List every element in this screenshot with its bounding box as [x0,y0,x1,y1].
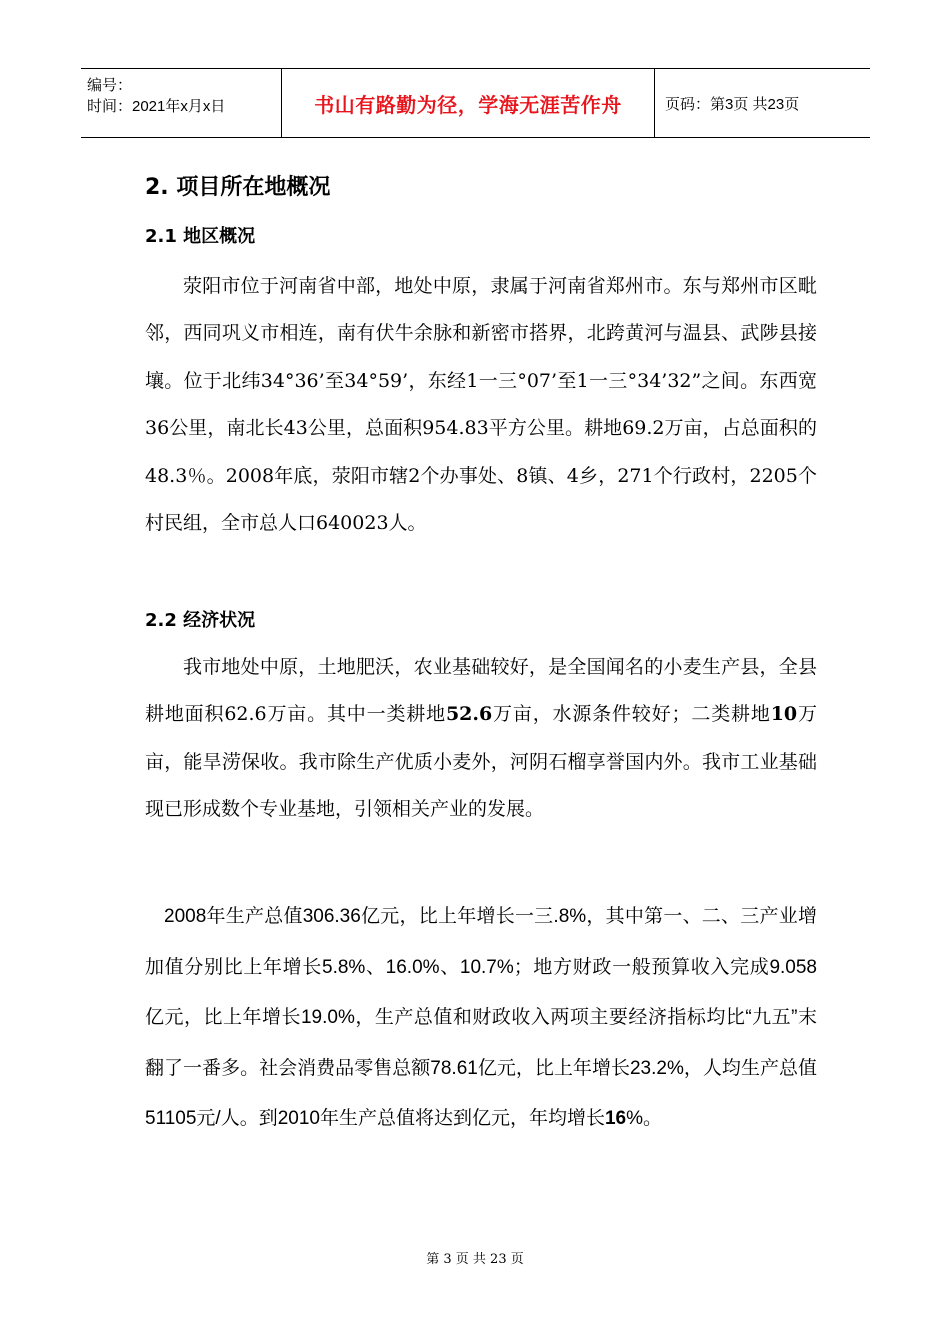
paragraph-economy-2 [145,892,817,1145]
economy-1-text-a: 我市地处中原，土地肥沃，农业基础较好，是全国闻名的小麦生产县，全县耕地面积62.6万亩。其中一类耕地 [145,656,817,726]
economy-1-bold-a: 52.6 [445,703,493,726]
page-footer: 第 3 页 共 23 页 [426,1252,524,1267]
header-left-cell [81,69,281,137]
time-label: 时间：2021年x月x日 [87,98,226,115]
page-info: 页码：第3页 共23页 [665,95,800,113]
economy-1-bold-b: 10 [770,703,798,726]
subsection-title-regional: 2.1 地区概况 [145,226,256,247]
subsection-title-economy: 2.2 经济状况 [145,610,256,631]
number-label: 编号： [87,77,133,94]
paragraph-economy-1 [145,644,817,834]
header-table [81,68,870,138]
header-page-cell [655,69,870,137]
economy-2-bold: 16 [604,1108,627,1129]
economy-1-text-d: 万亩，能旱涝保收。我市除生产优质小麦外，河阴石榴享誉国内外。我市工业基础现已形成数个专业基地，引领相关产业的发展。 [145,703,817,821]
economy-2-text-c: %。 [626,1108,663,1129]
motto-text: 书山有路勤为径，学海无涯苦作舟 [314,92,622,117]
section-title: 2. 项目所在地概况 [145,175,331,200]
paragraph-regional: 荥阳市位于河南省中部，地处中原，隶属于河南省郑州市。东与郑州市区毗邻，西同巩义市相连，南有伏牛余脉和新密市搭界，北跨黄河与温县、武陟县接壤。位于北纬34°36’至34°59’，东经1一三°07’至1一三°34’32”之间。东西宽36公里，南北长43公里，总面积954.83平方公里。耕地69.2万亩，占总面积的48.3％。2008年底，荥阳市辖2个办事处、8镇、4乡，271个行政村，2205个村民组，全市总人口640023人。 [145,275,817,535]
header-motto-cell [281,69,655,137]
economy-2-text-a: 2008年生产总值306.36亿元，比上年增长一三.8%，其中第一、二、三产业增加值分别比上年增长5.8%、16.0%、10.7%；地方财政一般预算收入完成9.058亿元，比上年增长19.0%，生产总值和财政收入两项主要经济指标均比“九五”末翻了一番多。社会消费品零售总额78.61亿元，比上年增长23.2%，人均生产总值51105元/人。到2010年生产总值将达到亿元，年均增长 [145,906,817,1129]
economy-1-text-c: 万亩，水源条件较好；二类耕地 [492,703,771,726]
